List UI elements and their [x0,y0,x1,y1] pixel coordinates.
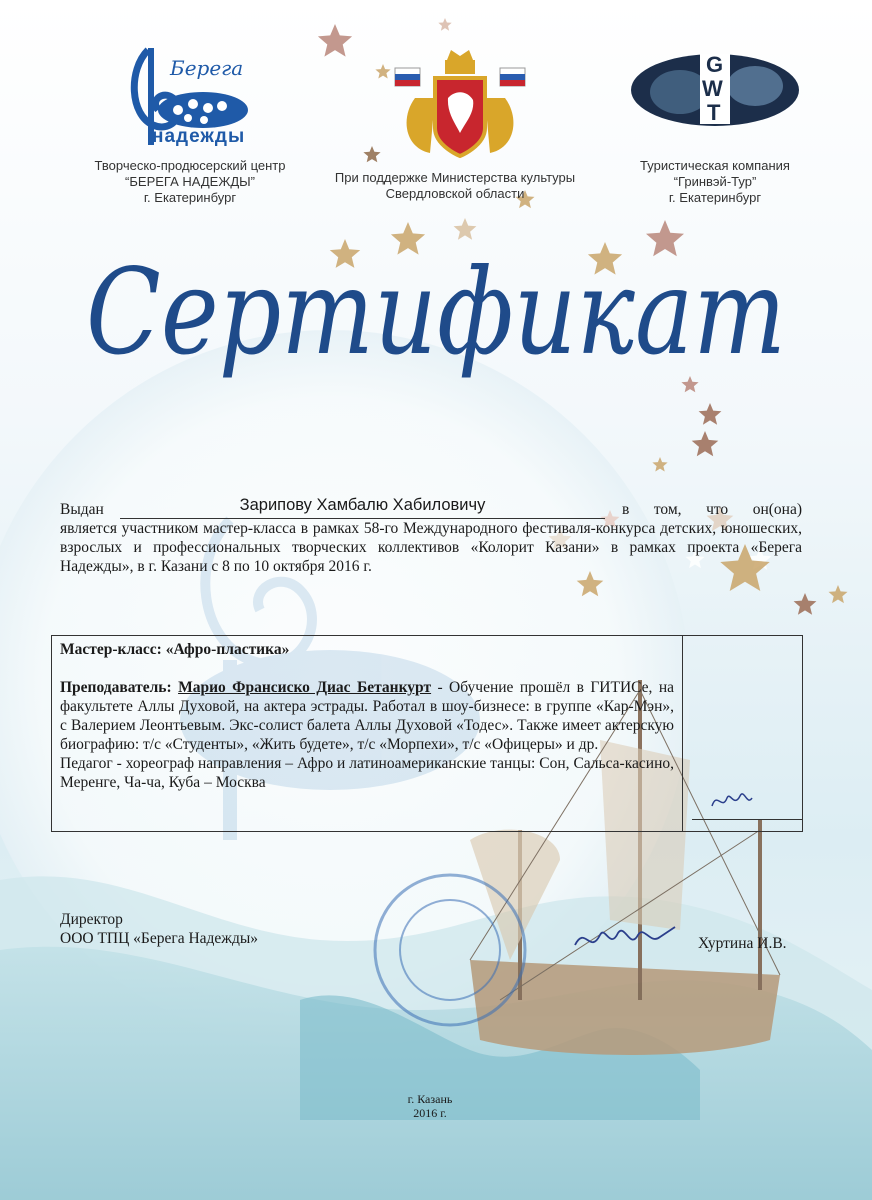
recipient-name: Зарипову Хамбалю Хабиловичу [239,496,486,514]
masterclass-box [51,635,803,832]
footer [380,1092,480,1120]
header-left-line2: “БЕРЕГА НАДЕЖДЫ” [125,174,255,189]
header-right-line3: г. Екатеринбург [668,190,762,205]
teacher-paragraph [60,678,674,754]
masterclass-title: Мастер-класс: «Афро-пластика» [60,641,290,658]
masterclass-signature [692,776,792,821]
footer-year: 2016 г. [413,1106,447,1120]
star-icon [699,403,722,425]
star-icon [363,146,380,162]
issued-suffix: в том, что он(она) [622,501,802,518]
star-icon [829,585,848,603]
gwt-letter-w: W [702,76,723,101]
logo-text: надежды [152,126,246,147]
star-icon [318,24,352,57]
header-right-line2: “Гринвэй-Тур” [673,174,757,189]
masterclass-content [52,636,683,831]
coat-of-arms-icon [385,38,535,163]
header-center-line2: Свердловской области [385,186,525,201]
star-icon [652,457,667,472]
coat-of-arms [385,38,535,163]
gwt-letter-g: G [706,52,724,77]
director-block [60,910,258,948]
teacher-name: Марио Франсиско Диас Бетанкурт [178,679,432,696]
header-left-text [70,158,310,206]
logo-script-text: Берега [170,56,244,80]
gwt-letter-t: T [707,100,721,125]
teacher-description: - Обучение прошёл в ГИТИСе, на факультете Аллы Духовой, на актера эстрады. Работал в шоу-бизнесе: в группе «Кар-Мэн», с Валерием Леонтьевым. Экс-солист балета Аллы Духовой «Тодес». Также имеет актерскую биографию: т/с «Студенты», «Жить будете», т/с «Морпехи», т/с «Офицеры» и др. [60,679,674,753]
header-center-text [320,170,590,202]
star-icon [438,18,451,31]
header-left-line1: Творческо-продюсерский центр [94,158,286,173]
header-right-line1: Туристическая компания [640,158,790,173]
teacher-label: Преподаватель: [60,679,172,696]
certificate-title-text: Сертификат [86,243,786,381]
director-title: Директор [60,911,123,928]
header-center-line1: При поддержке Министерства культуры [334,170,576,185]
teacher-description-2: Педагог - хореограф направления – Афро и латиноамериканские танцы: Сон, Сальса-касино, Меренге, Ча-ча, Куба – Москва [60,755,674,791]
header-left-line3: г. Екатеринбург [143,190,237,205]
issued-text: является участником мастер-класса в рамках 58-го Международного фестиваля-конкурса детских, юношеских, взрослых и профессиональных творческих коллективов «Колорит Казани» в рамках проекта «Берега Надежды», в г. Казани с 8 по 10 октября 2016 г. [60,520,802,575]
star-icon [692,431,719,456]
logo-left [118,30,258,150]
certificate-title [60,225,812,395]
director-signature-icon [570,915,680,965]
director-name: Хуртина И.В. [698,935,787,952]
footer-city: г. Казань [407,1092,453,1106]
header-right-text [605,158,825,206]
director-signature [570,915,680,965]
issued-label: Выдан [60,501,104,518]
signature-small-icon [692,776,792,821]
logo-right [630,50,800,130]
masterclass-signature-line [692,819,802,820]
director-org: ООО ТПЦ «Берега Надежды» [60,930,259,947]
star-icon [794,593,817,615]
